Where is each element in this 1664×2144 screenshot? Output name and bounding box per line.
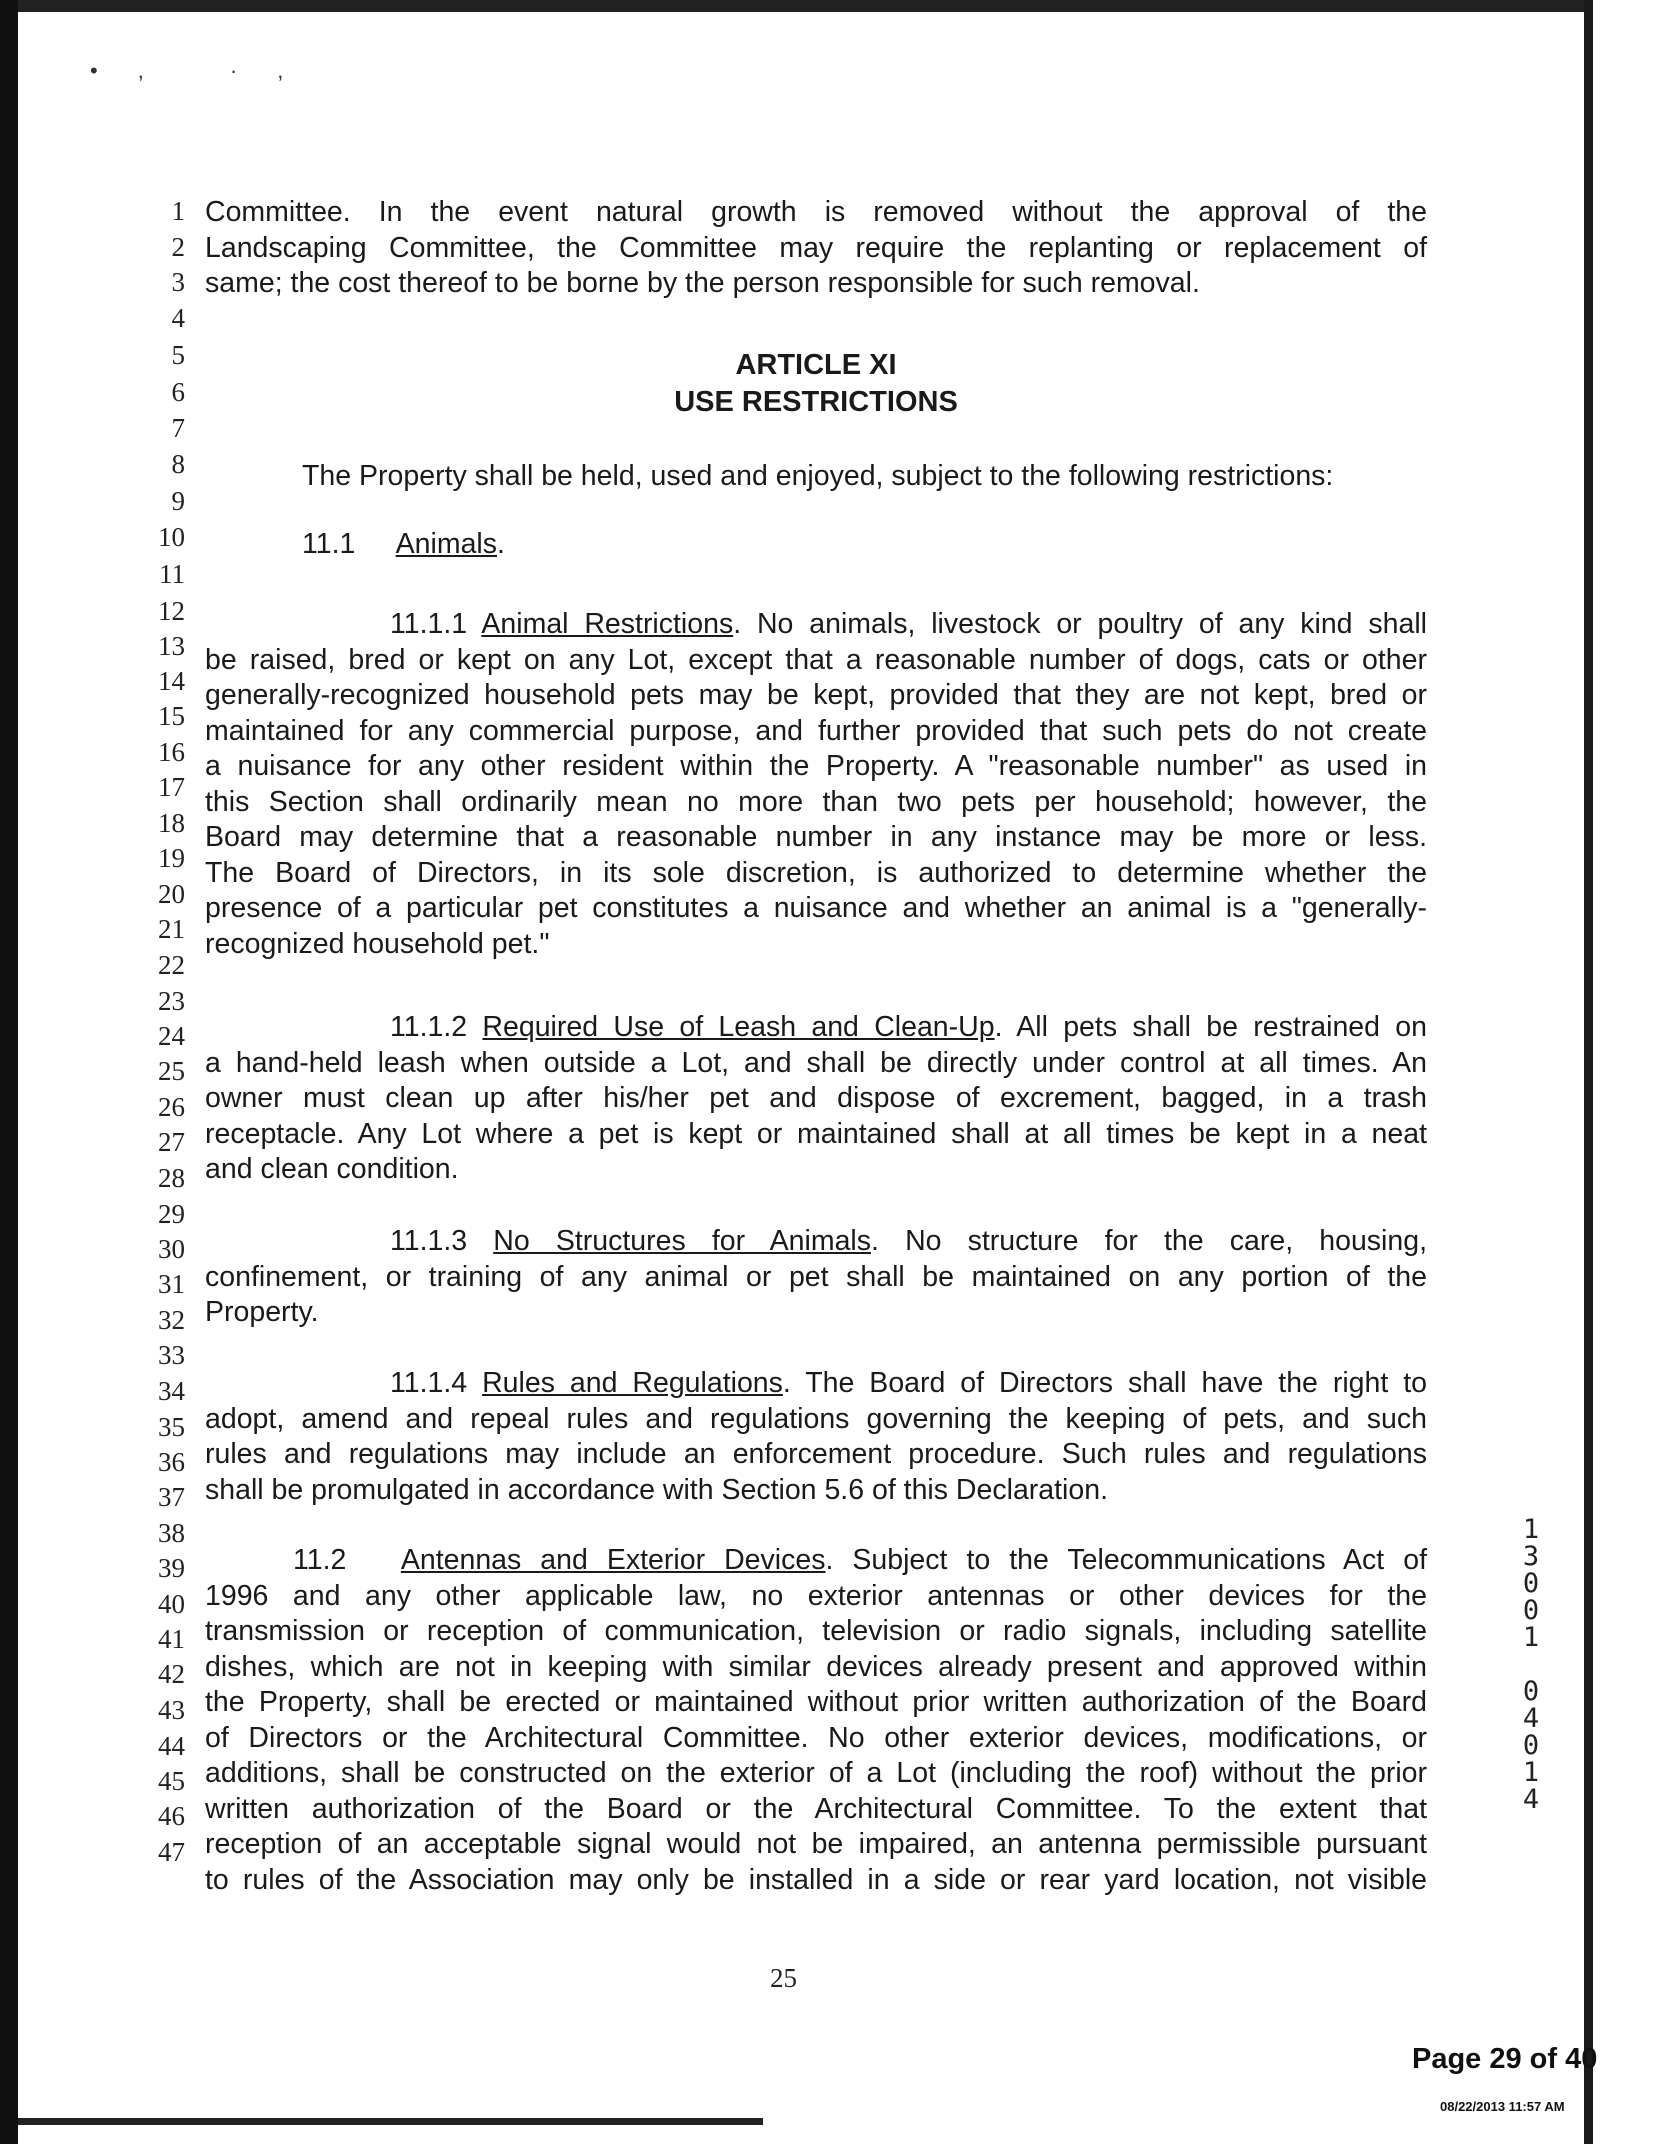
line-number: 16	[158, 737, 185, 767]
section-title: Antennas and Exterior Devices	[400, 1544, 826, 1576]
line-number: 39	[158, 1553, 185, 1583]
line-number: 2	[171, 232, 185, 262]
line-number: 28	[158, 1163, 185, 1193]
text-line: the Property, shall be erected or maintained without prior written authorization of the Board	[205, 1686, 1427, 1718]
line-number: 20	[158, 879, 185, 909]
line-number: 15	[158, 701, 185, 731]
line-number: 41	[158, 1624, 185, 1654]
line-number: 32	[158, 1305, 185, 1335]
section-title: Rules and Regulations	[482, 1367, 783, 1399]
line-number: 29	[158, 1199, 185, 1229]
section-11-1-2	[205, 1010, 1427, 1188]
line-number: 25	[158, 1056, 185, 1086]
stamp-digit: 1	[1522, 1514, 1540, 1545]
line-number: 40	[158, 1589, 185, 1619]
line-number: 18	[158, 808, 185, 838]
text-line: maintained for any commercial purpose, and further provided that such pets do not create	[205, 714, 1427, 747]
section-11-1-4	[205, 1366, 1427, 1508]
line-number: 10	[158, 522, 185, 552]
scan-edge-bottom	[18, 2118, 763, 2125]
section-11-2	[205, 1543, 1427, 1898]
section-title: Required Use of Leash and Clean-Up	[482, 1011, 995, 1043]
stamp-digit: 1	[1522, 1622, 1540, 1653]
text-line: . No animals, livestock or poultry of any kind shall	[733, 608, 1427, 640]
text-line: dishes, which are not in keeping with similar devices already present and approved within	[205, 1650, 1427, 1683]
line-number: 12	[158, 596, 185, 626]
stamp-digit: 4	[1522, 1784, 1540, 1815]
line-number: 11	[159, 559, 185, 589]
text-line: same; the cost thereof to be borne by the person responsible for such removal.	[205, 267, 1200, 299]
scan-edge-right	[1584, 0, 1593, 2144]
line-number: 24	[158, 1021, 185, 1051]
line-number: 7	[171, 413, 185, 443]
text-line: reception of an acceptable signal would not be impaired, an antenna permissible pursuant	[205, 1828, 1427, 1860]
line-number: 31	[158, 1269, 185, 1299]
stamp-digit: 0	[1522, 1595, 1540, 1626]
line-number: 42	[158, 1659, 185, 1689]
text-line: receptacle. Any Lot where a pet is kept or maintained shall at all times be kept in a neat	[205, 1117, 1427, 1150]
section-number: 11.1	[302, 528, 356, 560]
section-number: 11.1.1	[390, 608, 468, 640]
line-number: 38	[158, 1518, 185, 1548]
article-title: ARTICLE XI	[735, 349, 897, 381]
section-11-1-1	[205, 607, 1427, 962]
line-number: 43	[158, 1695, 185, 1725]
text-line: The Board of Directors, in its sole discretion, is authorized to determine whether the	[205, 856, 1427, 889]
section-number: 11.2	[293, 1544, 347, 1576]
stamp-digit: 1	[1522, 1757, 1540, 1788]
text-line: be raised, bred or kept on any Lot, except that a reasonable number of dogs, cats or other	[205, 643, 1427, 676]
section-number: 11.1.4	[390, 1367, 468, 1399]
section-title-period: .	[497, 528, 505, 560]
stamp-digit: 4	[1522, 1703, 1540, 1734]
text-line: . No structure for the care, housing,	[871, 1225, 1427, 1257]
text-line: owner must clean up after his/her pet and dispose of excrement, bagged, in a trash	[205, 1082, 1427, 1114]
line-number: 19	[158, 843, 185, 873]
line-number: 6	[171, 377, 185, 407]
scan-corner-mark: •, ·,	[90, 58, 324, 83]
section-title: Animals	[395, 528, 498, 560]
timestamp: 08/22/2013 11:57 AM	[1440, 2099, 1565, 2114]
text-line: Property.	[205, 1296, 319, 1328]
line-number: 22	[158, 950, 185, 980]
line-number: 27	[158, 1127, 185, 1157]
text-line: and clean condition.	[205, 1153, 459, 1185]
text-line: generally-recognized household pets may be kept, provided that they are not kept, bred or	[205, 679, 1427, 711]
line-number: 21	[158, 914, 185, 944]
line-number: 35	[158, 1412, 185, 1442]
text-line: adopt, amend and repeal rules and regulations governing the keeping of pets, and such	[205, 1402, 1427, 1435]
section-11-1-heading	[205, 527, 1427, 563]
text-line: presence of a particular pet constitutes a nuisance and whether an animal is a "generally-	[205, 892, 1427, 924]
text-line: this Section shall ordinarily mean no more than two pets per household; however, the	[205, 785, 1427, 818]
text-line: 1996 and any other applicable law, no exterior antennas or other devices for the	[205, 1579, 1427, 1612]
line-number: 45	[158, 1766, 185, 1796]
section-title: No Structures for Animals	[493, 1225, 872, 1257]
stamp-gap	[1513, 1651, 1549, 1678]
section-title: Animal Restrictions	[481, 608, 734, 640]
line-number: 36	[158, 1447, 185, 1477]
scan-edge-top	[18, 0, 1593, 12]
text-line: additions, shall be constructed on the exterior of a Lot (including the roof) without the prior	[205, 1757, 1427, 1789]
text-line: Board may determine that a reasonable number in any instance may be more or less.	[205, 821, 1427, 853]
line-number: 17	[158, 772, 185, 802]
text-line: Committee. In the event natural growth is removed without the approval of the	[205, 196, 1427, 228]
line-number: 1	[171, 196, 185, 226]
text-line: recognized household pet."	[205, 927, 550, 960]
line-number: 37	[158, 1482, 185, 1512]
page-number: 25	[770, 1963, 797, 1993]
line-number: 3	[171, 267, 185, 297]
text-line: confinement, or training of any animal or pet shall be maintained on any portion of the	[205, 1260, 1427, 1293]
line-number: 47	[158, 1837, 185, 1867]
line-number: 26	[158, 1092, 185, 1122]
line-number: 5	[171, 340, 185, 370]
text-line: transmission or reception of communication, television or radio signals, including satellite	[205, 1615, 1427, 1647]
text-line: to rules of the Association may only be installed in a side or rear yard location, not visible	[205, 1863, 1427, 1896]
stamp-digit: 0	[1522, 1568, 1540, 1599]
line-number: 44	[158, 1731, 185, 1761]
page-count-label: Page 29 of 40	[1412, 2043, 1598, 2075]
text-line: Landscaping Committee, the Committee may require the replanting or replacement of	[205, 231, 1427, 264]
line-number: 13	[158, 631, 185, 661]
text-line: of Directors or the Architectural Committee. No other exterior devices, modifications, or	[205, 1721, 1427, 1754]
section-number: 11.1.3	[390, 1225, 468, 1257]
paragraph-landscaping-continued	[205, 195, 1427, 302]
text-line: rules and regulations may include an enforcement procedure. Such rules and regulations	[205, 1438, 1427, 1470]
text-line: The Property shall be held, used and enjoyed, subject to the following restrictions:	[302, 460, 1334, 492]
line-number: 14	[158, 666, 185, 696]
text-line: a nuisance for any other resident within the Property. A "reasonable number" as used in	[205, 750, 1427, 782]
stamp-digit: 0	[1522, 1730, 1540, 1761]
text-line: written authorization of the Board or the Architectural Committee. To the extent that	[205, 1792, 1427, 1825]
text-line: shall be promulgated in accordance with Section 5.6 of this Declaration.	[205, 1473, 1109, 1506]
line-number: 8	[171, 449, 185, 479]
line-number: 46	[158, 1801, 185, 1831]
text-line: . Subject to the Telecommunications Act of	[825, 1544, 1427, 1576]
article-subtitle: USE RESTRICTIONS	[674, 386, 958, 418]
text-line: . All pets shall be restrained on	[994, 1011, 1427, 1043]
line-number: 34	[158, 1376, 185, 1406]
stamp-digit: 0	[1522, 1676, 1540, 1707]
line-number: 4	[171, 303, 185, 333]
article-intro	[205, 459, 1427, 495]
line-number: 9	[171, 486, 185, 516]
line-number: 23	[158, 986, 185, 1016]
text-line: . The Board of Directors shall have the right to	[782, 1367, 1427, 1399]
text-line: a hand-held leash when outside a Lot, and shall be directly under control at all times. An	[205, 1046, 1427, 1079]
scan-edge-left	[0, 0, 18, 2144]
stamp-digit: 3	[1522, 1541, 1540, 1572]
line-number: 30	[158, 1234, 185, 1264]
document-stamp-number	[1513, 1516, 1549, 1813]
section-number: 11.1.2	[390, 1011, 468, 1043]
section-11-1-3	[205, 1224, 1427, 1331]
line-number: 33	[158, 1340, 185, 1370]
